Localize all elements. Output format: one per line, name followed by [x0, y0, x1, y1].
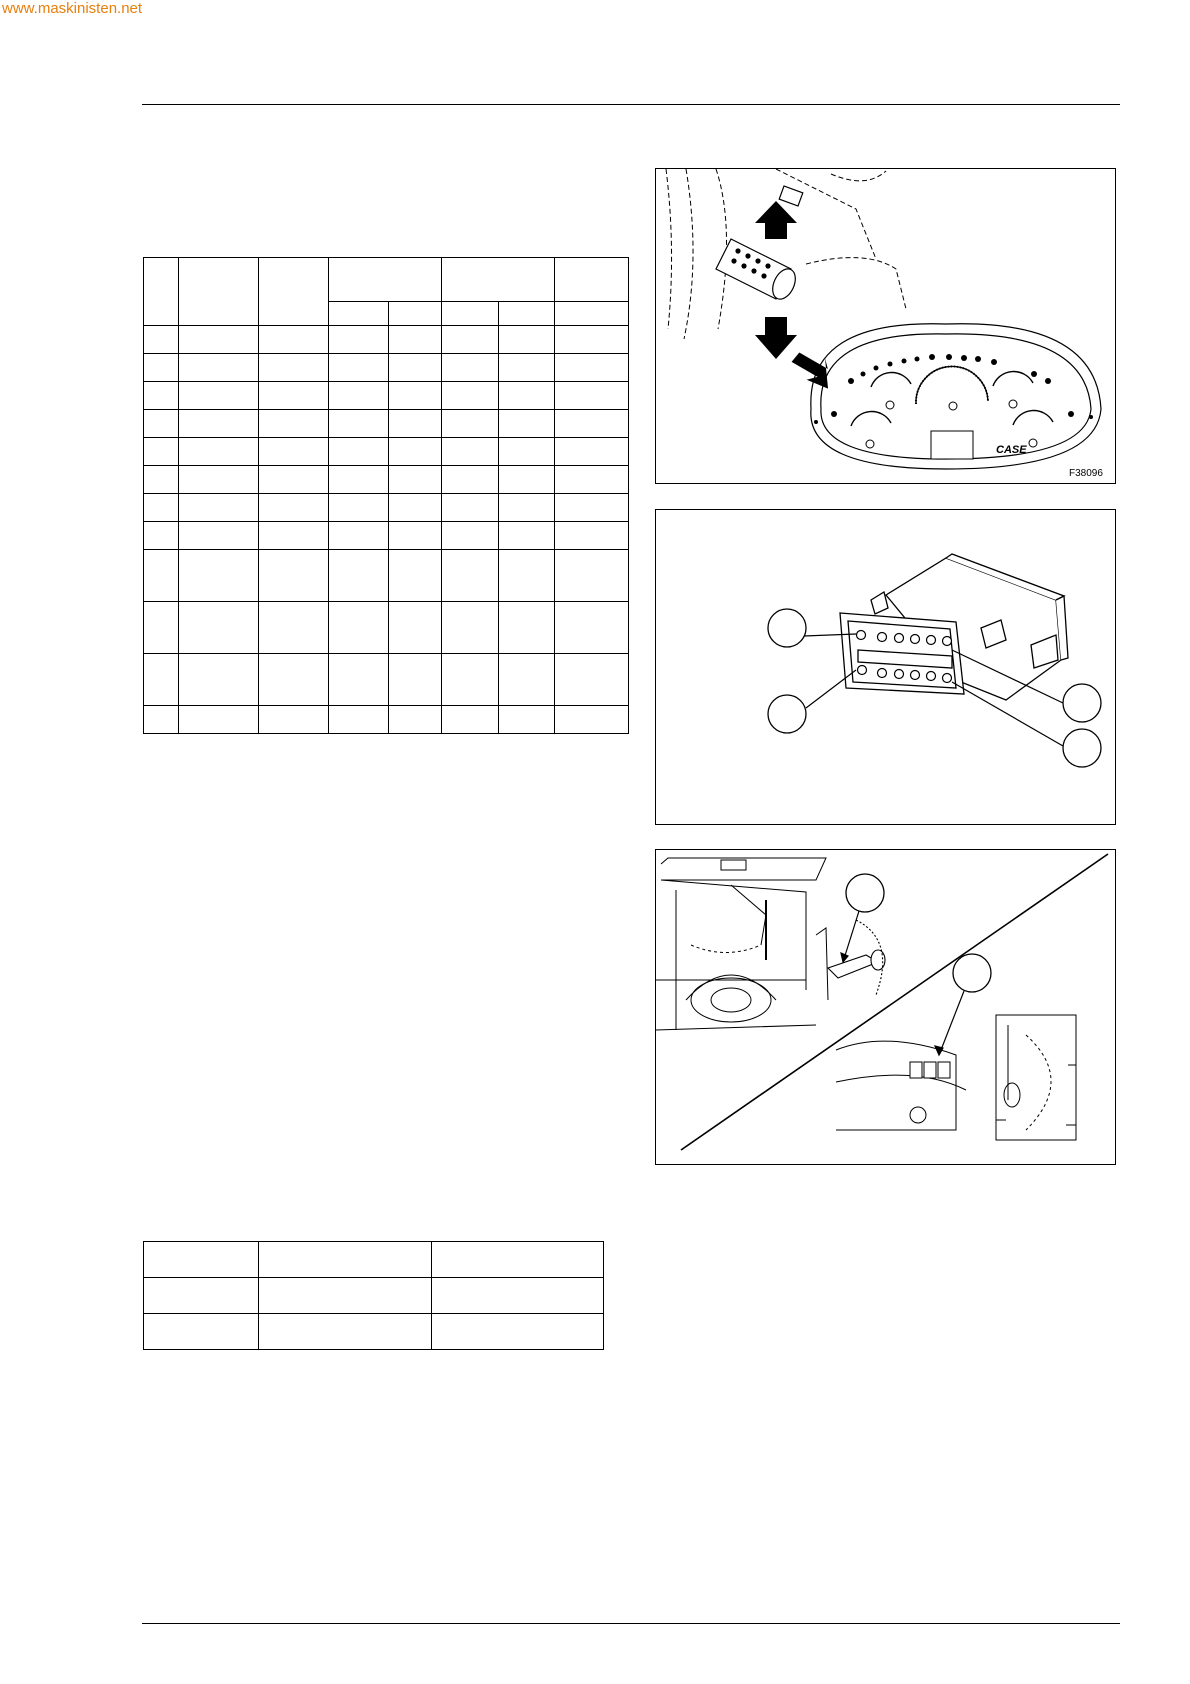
switch-panel-illustration — [836, 1015, 1076, 1140]
arrow-down-icon — [755, 317, 797, 359]
arrow-up-icon — [755, 201, 797, 239]
table-row — [144, 466, 629, 494]
table-header-row — [144, 258, 629, 302]
figure-code: F38096 — [1069, 468, 1103, 479]
figure-display-module — [655, 509, 1116, 825]
table-row — [144, 706, 629, 734]
callout-markers — [846, 874, 991, 992]
table-row — [144, 410, 629, 438]
header-rule — [142, 104, 1120, 105]
table-row — [144, 326, 629, 354]
table-row — [144, 1278, 604, 1314]
brand-logo: CASE — [996, 444, 1027, 456]
table-row — [144, 654, 629, 706]
wiper-stalk-illustration — [828, 920, 885, 995]
table-row — [144, 1242, 604, 1278]
footer-rule — [142, 1623, 1120, 1624]
table-row — [144, 602, 629, 654]
figure-instrument-panel — [655, 168, 1116, 484]
table-row — [144, 550, 629, 602]
blank-small-table — [143, 1241, 604, 1350]
table-row — [144, 522, 629, 550]
pointing-arrow-icon — [788, 345, 841, 392]
table-row — [144, 354, 629, 382]
table-row — [144, 494, 629, 522]
table-row — [144, 438, 629, 466]
blank-data-table — [143, 257, 629, 734]
instrument-panel-illustration — [656, 169, 1115, 483]
display-module-illustration — [840, 554, 1068, 700]
watermark-link[interactable]: www.maskinisten.net — [2, 0, 143, 17]
table-row — [144, 1314, 604, 1350]
cab-interior-illustration — [656, 858, 828, 1030]
table-row — [144, 382, 629, 410]
figure-cab-controls — [655, 849, 1116, 1165]
lever-illustration — [716, 186, 803, 303]
